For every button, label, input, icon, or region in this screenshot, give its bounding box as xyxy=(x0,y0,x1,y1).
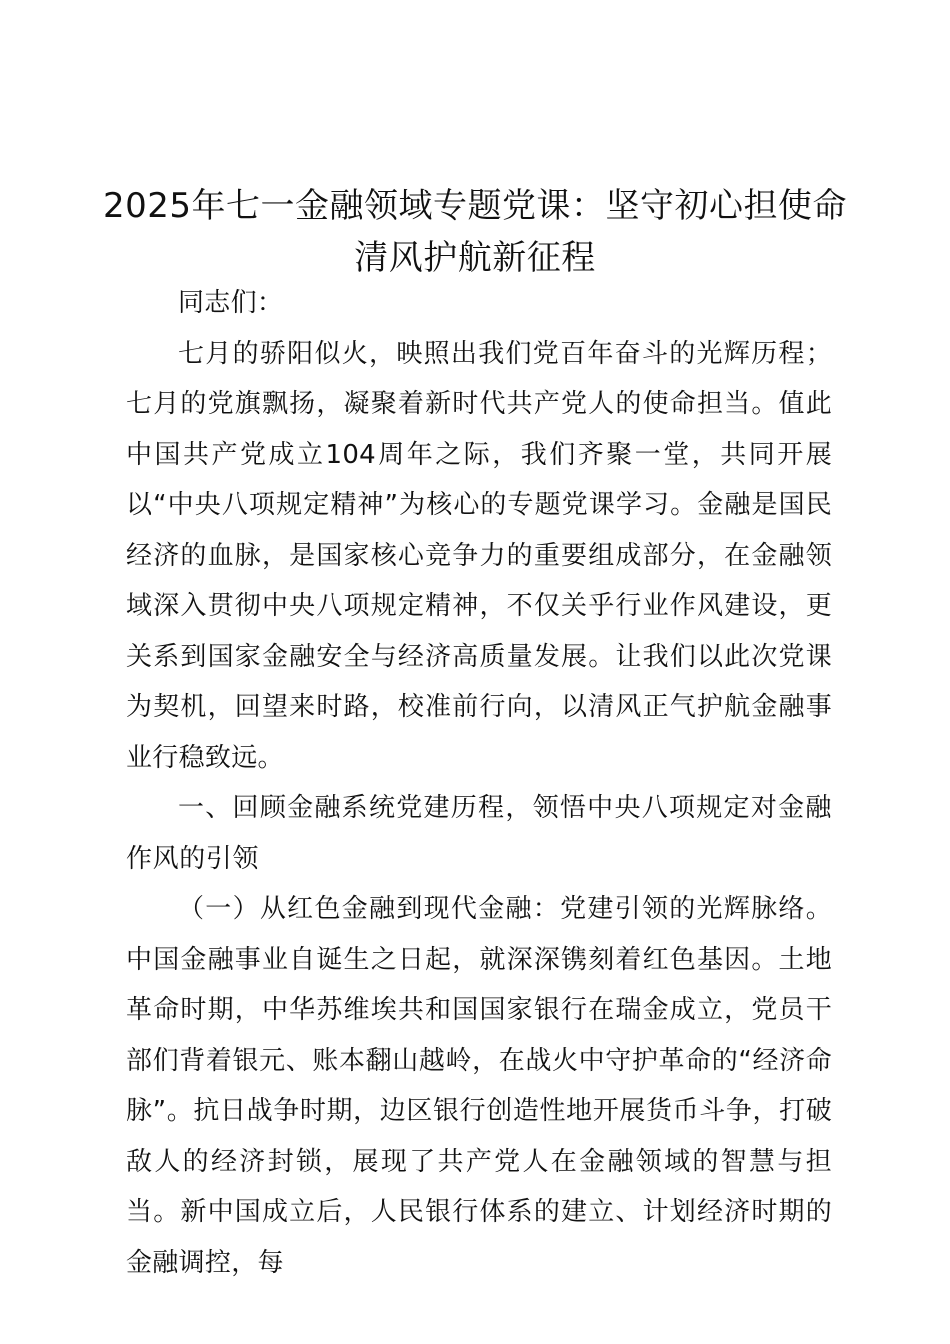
document-body xyxy=(126,278,832,1288)
paragraph-subsection-1: （一）从红色金融到现代金融：党建引领的光辉脉络。中国金融事业自诞生之日起，就深深镌刻着红色基因。土地革命时期，中华苏维埃共和国国家银行在瑞金成立，党员干部们背着银元、账本翻山越岭，在战火中守护革命的“经济命脉”。抗日战争时期，边区银行创造性地开展货币斗争，打破敌人的经济封锁，展现了共产党人在金融领域的智慧与担当。新中国成立后，人民银行体系的建立、计划经济时期的金融调控，每 xyxy=(126,894,832,1278)
salutation: 同志们： xyxy=(178,288,284,318)
section-heading-1: 一、回顾金融系统党建历程，领悟中央八项规定对金融作风的引领 xyxy=(126,793,832,874)
document-title: 2025年七一金融领域专题党课：坚守初心担使命清风护航新征程 xyxy=(102,186,848,278)
paragraph-intro: 七月的骄阳似火，映照出我们党百年奋斗的光辉历程；七月的党旗飘扬，凝聚着新时代共产党人的使命担当。值此中国共产党成立104周年之际，我们齐聚一堂，共同开展以“中央八项规定精神”为核心的专题党课学习。金融是国民经济的血脉，是国家核心竞争力的重要组成部分，在金融领域深入贯彻中央八项规定精神，不仅关乎行业作风建设，更关系到国家金融安全与经济高质量发展。让我们以此次党课为契机，回望来时路，校准前行向，以清风正气护航金融事业行稳致远。 xyxy=(126,338,832,773)
